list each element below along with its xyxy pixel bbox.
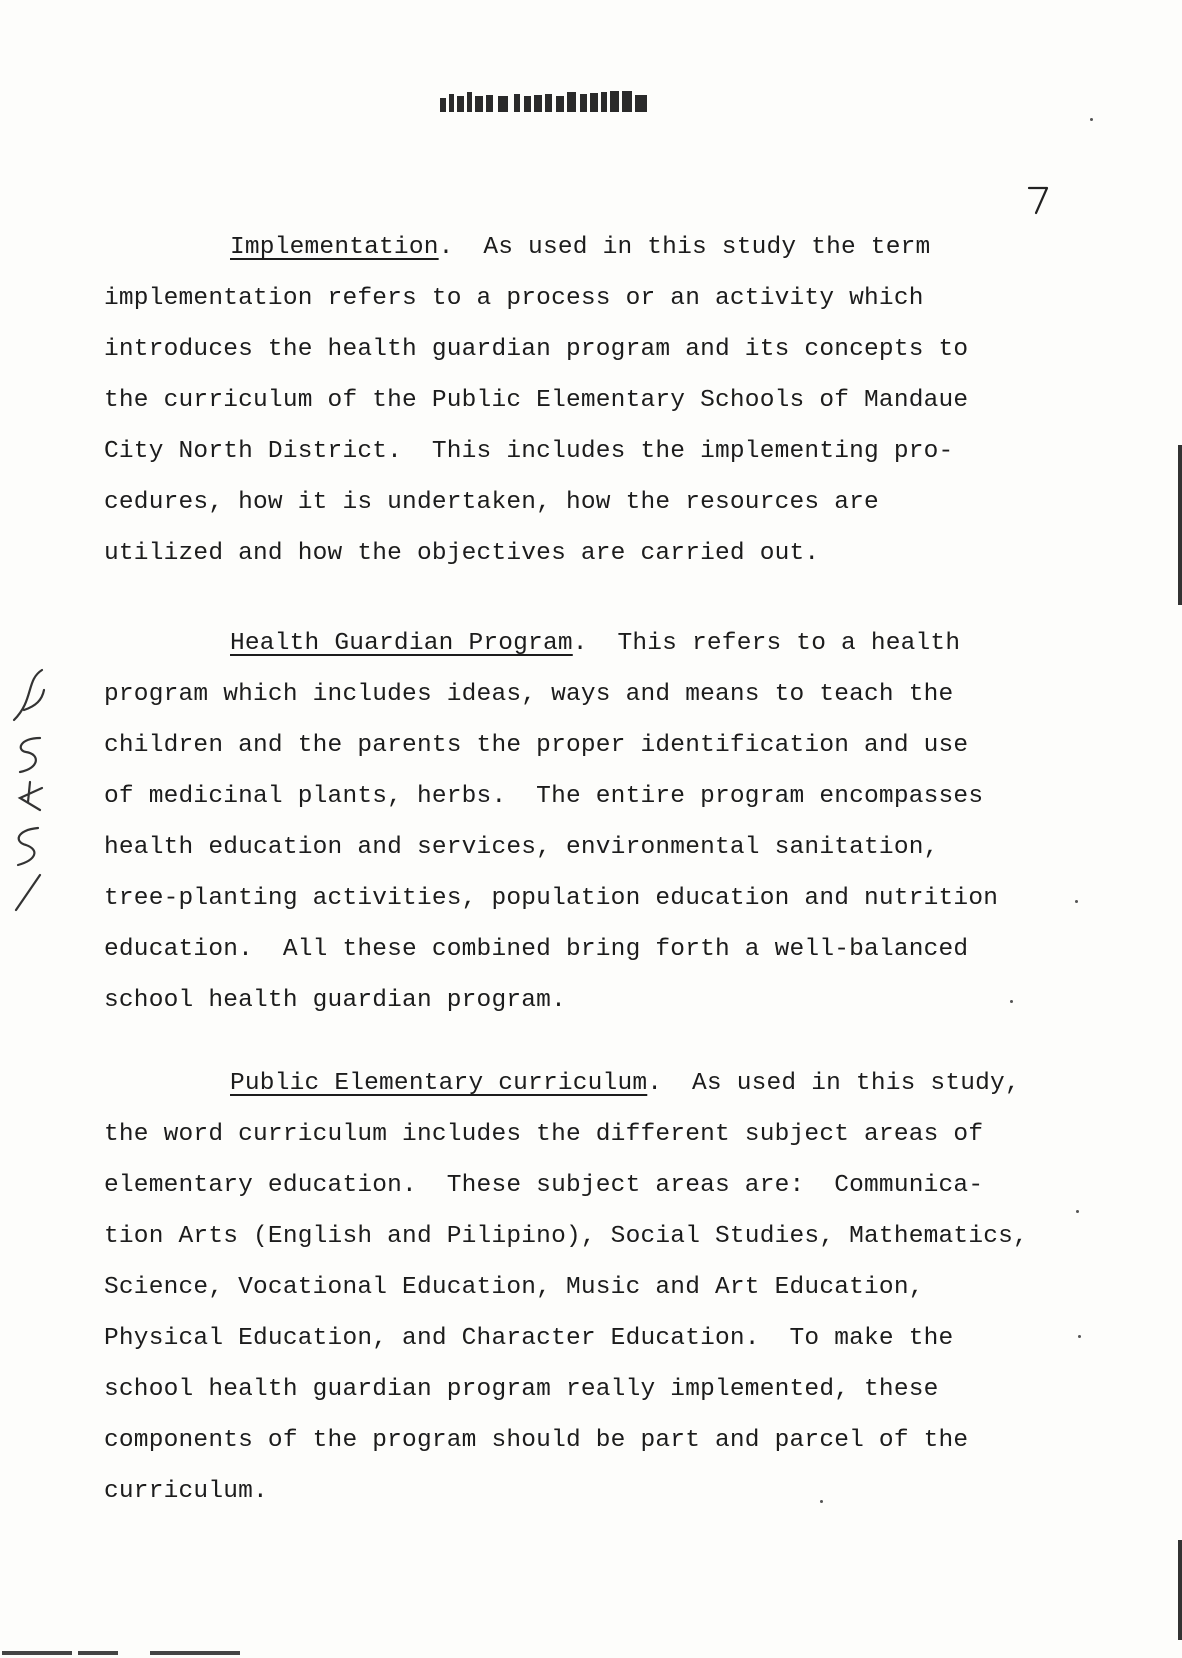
text-line: school health guardian program really implemented, these	[104, 1376, 939, 1403]
text-line: cedures, how it is undertaken, how the resources are	[104, 489, 879, 516]
scan-edge-mark	[1178, 445, 1182, 605]
scan-edge-mark	[1178, 1540, 1182, 1640]
page-number	[1025, 182, 1051, 216]
term-implementation: Implementation	[230, 234, 439, 261]
text-line: school health guardian program.	[104, 987, 566, 1014]
text-line: utilized and how the objectives are carried out.	[104, 540, 820, 567]
term-public-elementary-curriculum: Public Elementary curriculum	[230, 1070, 648, 1097]
handwritten-margin-note	[6, 660, 54, 920]
scan-speck	[1090, 118, 1093, 121]
text-line: the word curriculum includes the different subject areas of	[104, 1121, 984, 1148]
text-line: Science, Vocational Education, Music and Art Education,	[104, 1274, 924, 1301]
text-line: City North District. This includes the implementing pro-	[104, 438, 954, 465]
text-line: of medicinal plants, herbs. The entire program encompasses	[104, 783, 984, 810]
term-health-guardian-program: Health Guardian Program	[230, 630, 573, 657]
paragraph-implementation: Implementation. As used in this study the term implementation refers to a process or an activity which introduces the health guardian program and its concepts to the curriculum of the Public Elementary Schools of Mandaue City North District. This includes the implementing pro- cedures, how it is undertaken, how the resources are utilized and how the objectives are carried out.	[104, 222, 1084, 579]
text-line: implementation refers to a process or an activity which	[104, 285, 924, 312]
text-line: tree-planting activities, population education and nutrition	[104, 885, 999, 912]
text-line: tion Arts (English and Pilipino), Social Studies, Mathematics,	[104, 1223, 1028, 1250]
text-line: education. All these combined bring forth a well-balanced	[104, 936, 969, 963]
text-line: curriculum.	[104, 1478, 268, 1505]
text-line: the curriculum of the Public Elementary Schools of Mandaue	[104, 387, 969, 414]
text-line: components of the program should be part and parcel of the	[104, 1427, 969, 1454]
header-stamp	[440, 86, 820, 116]
text-line: health education and services, environmental sanitation,	[104, 834, 939, 861]
footer-archive-label	[0, 1648, 320, 1658]
text-line: program which includes ideas, ways and means to teach the	[104, 681, 954, 708]
paragraph-public-elementary-curriculum: Public Elementary curriculum. As used in this study, the word curriculum includes the different subject areas of elementary education. These subject areas are: Communica- tion Arts (English and Pilipino), Social Studies, Mathematics, Science, Vocational Education, Music and Art Education, Physical Education, and Character Education. To make the school health guardian program really implemented, these components of the program should be part and parcel of the curriculum.	[104, 1058, 1084, 1517]
text-line: Physical Education, and Character Education. To make the	[104, 1325, 954, 1352]
text-line: elementary education. These subject areas are: Communica-	[104, 1172, 984, 1199]
paragraph-health-guardian-program: Health Guardian Program. This refers to a health program which includes ideas, ways and means to teach the children and the parents the proper identification and use of medicinal plants, herbs. The entire program encompasses health education and services, environmental sanitation, tree-planting activities, population education and nutrition education. All these combined bring forth a well-balanced school health guardian program.	[104, 618, 1084, 1026]
text-line: children and the parents the proper identification and use	[104, 732, 969, 759]
text-line: introduces the health guardian program and its concepts to	[104, 336, 969, 363]
